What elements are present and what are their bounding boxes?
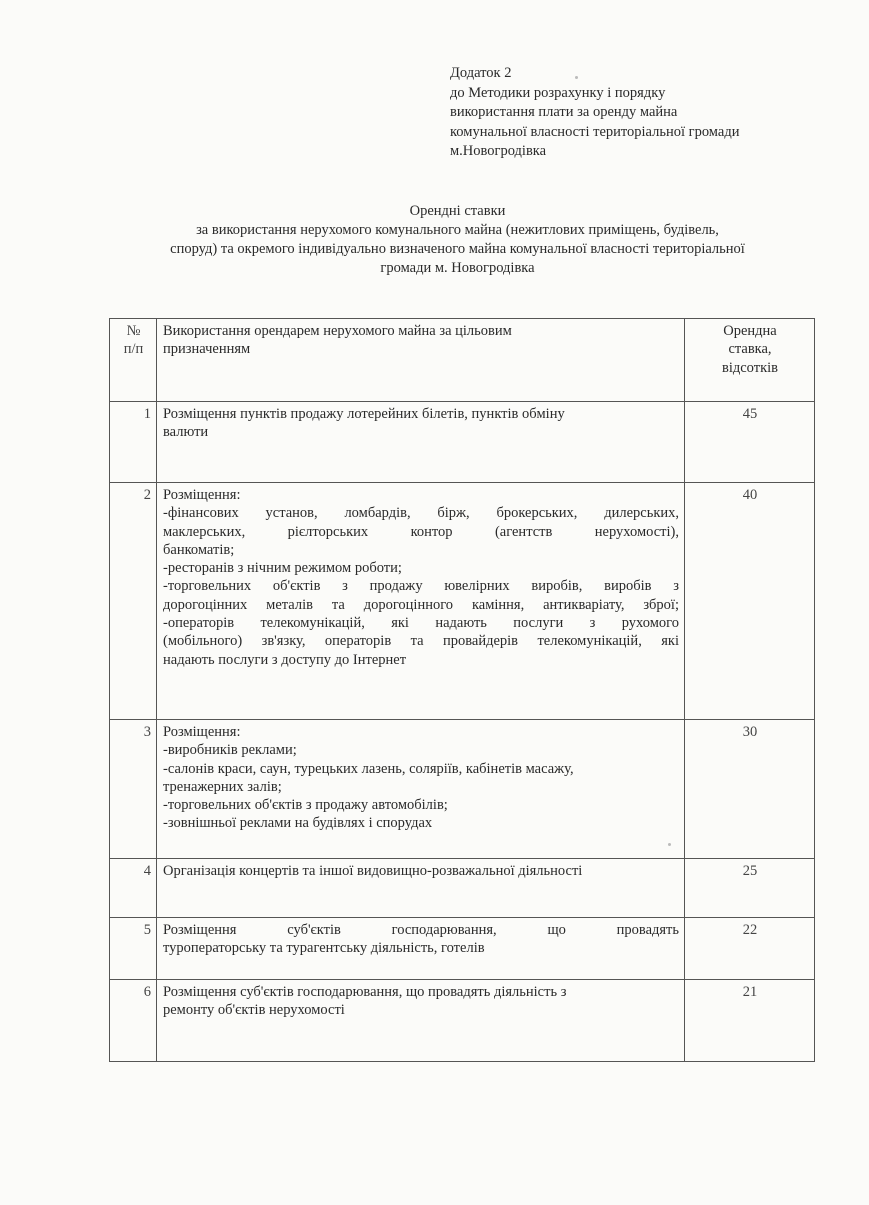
row-usage-line: надають послуги з доступу до Інтернет bbox=[163, 651, 407, 668]
row-usage-line: туроператорську та турагентську діяльність, готелів bbox=[163, 940, 485, 957]
table-row bbox=[110, 402, 815, 483]
header-rate-line: Орендна bbox=[723, 323, 777, 339]
row-usage-line: Розміщення пунктів продажу лотерейних білетів, пунктів обміну bbox=[163, 406, 565, 422]
row-usage-line: ремонту об'єктів нерухомості bbox=[163, 1002, 345, 1019]
row-usage-line: маклерських, рієлторських контор (агентств нерухомості), bbox=[163, 523, 679, 540]
row-usage-line: -торговельних об'єктів з продажу ювелірних виробів, виробів з bbox=[163, 578, 679, 595]
table-row bbox=[110, 483, 815, 720]
row-usage bbox=[157, 918, 685, 980]
row-usage-line: дорогоцінних металів та дорогоцінного каміння, антикваріату, зброї; bbox=[163, 596, 679, 613]
row-rate: 40 bbox=[685, 483, 815, 720]
row-number: 5 bbox=[110, 918, 157, 980]
row-number: 4 bbox=[110, 859, 157, 918]
row-usage bbox=[157, 720, 685, 859]
annex-line: до Методики розрахунку і порядку bbox=[450, 84, 666, 101]
document-subtitle-line: громади м. Новогродівка bbox=[380, 260, 535, 276]
header-rate-line: ставка, bbox=[728, 341, 772, 358]
row-usage-line: Розміщення: bbox=[163, 724, 241, 740]
row-usage-line: -виробників реклами; bbox=[163, 742, 297, 759]
scan-speck bbox=[575, 76, 578, 79]
header-rate-cell bbox=[685, 319, 815, 402]
row-usage bbox=[157, 859, 685, 918]
rent-rates-table bbox=[109, 318, 815, 1062]
annex-line: використання плати за оренду майна bbox=[450, 104, 678, 120]
document-title: Орендні ставки bbox=[409, 203, 506, 219]
row-usage-line: (мобільного) зв'язку, операторів та провайдерів телекомунікацій, які bbox=[163, 633, 679, 650]
row-usage-line: -зовнішньої реклами на будівлях і спорудах bbox=[163, 815, 433, 832]
row-usage bbox=[157, 980, 685, 1062]
row-rate: 25 bbox=[685, 859, 815, 918]
row-usage-line: тренажерних залів; bbox=[163, 778, 282, 795]
row-rate: 22 bbox=[685, 918, 815, 980]
row-usage-line: валюти bbox=[163, 424, 209, 441]
table-row bbox=[110, 720, 815, 859]
row-usage-line: Організація концертів та іншої видовищно-розважальної діяльності bbox=[163, 863, 583, 879]
header-usage-line: призначенням bbox=[163, 341, 251, 358]
annex-line: комунальної власності територіальної громади bbox=[450, 123, 740, 140]
table-header-row bbox=[110, 319, 815, 402]
annex-line: Додаток 2 bbox=[450, 65, 512, 81]
document-subtitle-line: за використання нерухомого комунального майна (нежитлових приміщень, будівель, bbox=[196, 222, 719, 238]
row-usage bbox=[157, 402, 685, 483]
row-usage-line: Розміщення: bbox=[163, 487, 241, 503]
row-rate: 21 bbox=[685, 980, 815, 1062]
row-usage-line: -торговельних об'єктів з продажу автомобілів; bbox=[163, 797, 448, 814]
header-number-sublabel: п/п bbox=[123, 341, 144, 358]
table-row bbox=[110, 859, 815, 918]
header-rate-line: відсотків bbox=[721, 359, 778, 376]
header-usage-cell bbox=[157, 319, 685, 402]
row-rate: 45 bbox=[685, 402, 815, 483]
header-usage-line: Використання орендарем нерухомого майна за цільовим bbox=[163, 323, 512, 339]
document-subtitle-line: споруд) та окремого індивідуально визначеного майна комунальної власності територіальної bbox=[170, 241, 745, 257]
row-usage-line: Розміщення суб'єктів господарювання, що провадять діяльність з bbox=[163, 984, 567, 1000]
row-number: 1 bbox=[110, 402, 157, 483]
table-row bbox=[110, 980, 815, 1062]
row-usage-line: -салонів краси, саун, турецьких лазень, соляріїв, кабінетів масажу, bbox=[163, 760, 574, 777]
row-usage-line: -операторів телекомунікацій, які надають послуги з рухомого bbox=[163, 615, 679, 632]
scan-speck bbox=[668, 843, 671, 846]
row-rate: 30 bbox=[685, 720, 815, 859]
row-number: 2 bbox=[110, 483, 157, 720]
row-usage-line: -ресторанів з нічним режимом роботи; bbox=[163, 560, 402, 577]
row-number: 6 bbox=[110, 980, 157, 1062]
document-heading bbox=[100, 202, 815, 278]
row-usage-line: банкоматів; bbox=[163, 541, 235, 558]
annex-reference bbox=[450, 64, 850, 162]
row-usage-line: -фінансових установ, ломбардів, бірж, брокерських, дилерських, bbox=[163, 505, 679, 522]
row-usage-line: Розміщення суб'єктів господарювання, що провадять bbox=[163, 922, 679, 938]
table-row bbox=[110, 918, 815, 980]
annex-line: м.Новогродівка bbox=[450, 143, 547, 159]
header-number-label: № bbox=[126, 323, 141, 339]
row-number: 3 bbox=[110, 720, 157, 859]
row-usage bbox=[157, 483, 685, 720]
header-number-cell bbox=[110, 319, 157, 402]
